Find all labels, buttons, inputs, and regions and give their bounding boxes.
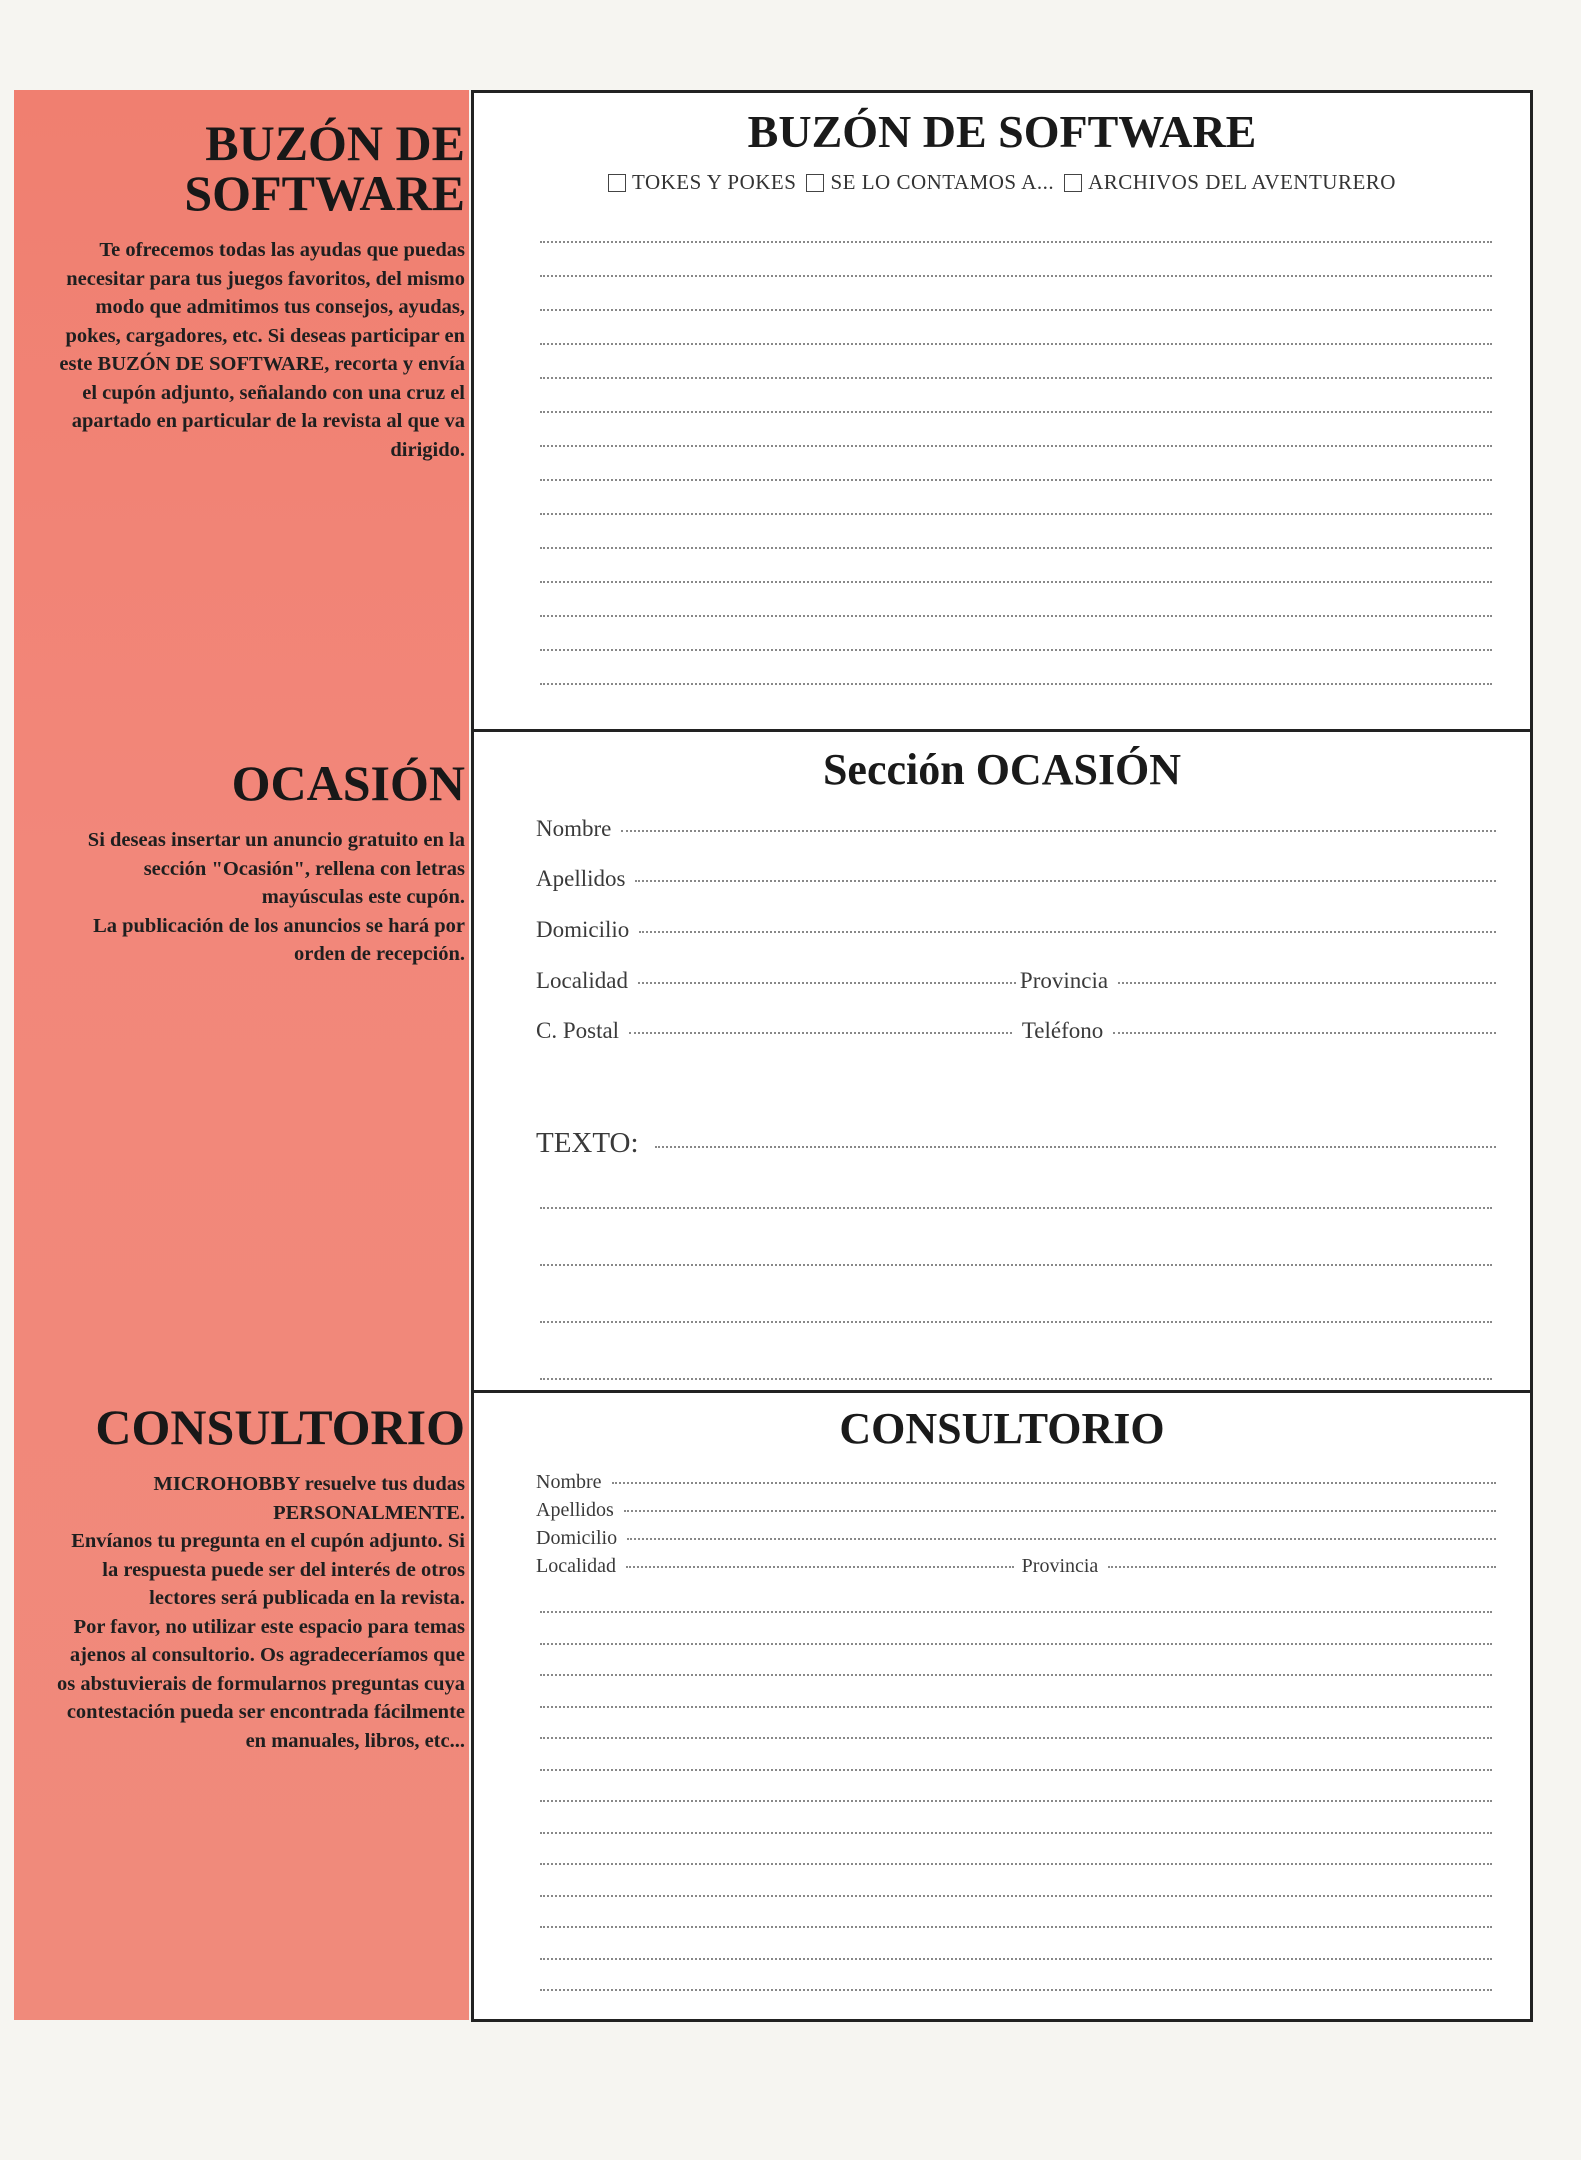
localidad-line[interactable]: [626, 1566, 1014, 1568]
provincia-line[interactable]: [1108, 1566, 1496, 1568]
writing-line[interactable]: [540, 1769, 1492, 1771]
field-label: Provincia: [1019, 968, 1109, 993]
writing-line[interactable]: [540, 1958, 1492, 1960]
field-label: Teléfono: [1021, 1018, 1104, 1043]
option-label: SE LO CONTAMOS A...: [830, 170, 1055, 194]
field-label: Nombre: [536, 816, 612, 841]
ocasion-side-text: [65, 826, 465, 969]
writing-line[interactable]: [540, 241, 1492, 243]
consultorio-domicilio-field[interactable]: [536, 1527, 1496, 1550]
ocasion-form-title: Sección OCASIÓN: [822, 745, 1182, 794]
ocasion-side-title: OCASIÓN: [231, 755, 465, 811]
writing-line[interactable]: [540, 615, 1492, 617]
field-label: Apellidos: [536, 866, 626, 891]
writing-line[interactable]: [540, 1264, 1492, 1266]
writing-line[interactable]: [540, 1378, 1492, 1380]
field-label: Domicilio: [536, 917, 630, 942]
ocasion-apellidos-field[interactable]: [536, 866, 1496, 892]
writing-line[interactable]: [540, 1895, 1492, 1897]
writing-line[interactable]: [540, 1321, 1492, 1323]
field-label: Apellidos: [536, 1499, 614, 1521]
buzon-side-title: [55, 115, 465, 221]
option-label: ARCHIVOS DEL AVENTURERO: [1088, 170, 1396, 194]
consultorio-localidad-row: [536, 1555, 1496, 1578]
field-line[interactable]: [621, 830, 1496, 832]
telefono-line[interactable]: [1113, 1032, 1496, 1034]
writing-line[interactable]: [540, 1207, 1492, 1209]
writing-line[interactable]: [540, 479, 1492, 481]
writing-line[interactable]: [540, 1863, 1492, 1865]
buzon-form-title: BUZÓN DE SOFTWARE: [747, 106, 1257, 157]
ocasion-side: [65, 755, 465, 969]
ocasion-nombre-field[interactable]: [536, 816, 1496, 842]
field-label: C. Postal: [536, 1018, 620, 1043]
consultorio-side-paragraph-3: Por favor, no utilizar este espacio para temas ajenos al consultorio. Os agradeceríamos que os abstuvierais de formularnos preguntas cuya contestación pueda ser encontrada fácilmente en manuales, libros, etc...: [57, 1615, 465, 1752]
consultorio-form: [471, 1390, 1533, 2022]
consultorio-nombre-field[interactable]: [536, 1471, 1496, 1494]
ocasion-texto-field[interactable]: [536, 1127, 1496, 1160]
consultorio-form-title: CONSULTORIO: [839, 1404, 1165, 1453]
buzon-side-text: [55, 236, 465, 464]
buzon-form: [471, 90, 1533, 732]
option-se-lo-contamos[interactable]: [806, 170, 1054, 195]
sidebar: [14, 90, 469, 2020]
writing-line[interactable]: [540, 1611, 1492, 1613]
writing-line[interactable]: [540, 411, 1492, 413]
provincia-line[interactable]: [1118, 982, 1496, 984]
checkbox-icon[interactable]: [806, 174, 824, 192]
writing-line[interactable]: [540, 309, 1492, 311]
checkbox-icon[interactable]: [1064, 174, 1082, 192]
localidad-line[interactable]: [638, 982, 1016, 984]
field-line[interactable]: [624, 1510, 1496, 1512]
consultorio-side: [55, 1399, 465, 1755]
field-label: TEXTO:: [536, 1127, 639, 1159]
buzon-side-title-line2: SOFTWARE: [184, 165, 465, 221]
ocasion-form: [471, 729, 1533, 1393]
field-line[interactable]: [655, 1146, 1496, 1148]
field-label: Localidad: [536, 968, 628, 993]
writing-line[interactable]: [540, 1674, 1492, 1676]
field-line[interactable]: [627, 1538, 1496, 1540]
cpostal-line[interactable]: [629, 1032, 1012, 1034]
writing-line[interactable]: [540, 1643, 1492, 1645]
buzon-options: [474, 170, 1530, 195]
writing-line[interactable]: [540, 683, 1492, 685]
consultorio-side-title: CONSULTORIO: [95, 1399, 465, 1455]
writing-line[interactable]: [540, 513, 1492, 515]
field-line[interactable]: [639, 931, 1496, 933]
consultorio-side-paragraph-1: MICROHOBBY resuelve tus dudas PERSONALMENTE.: [153, 1473, 465, 1524]
ocasion-side-paragraph-1: Si deseas insertar un anuncio gratuito en la sección "Ocasión", rellena con letras mayúsculas este cupón.: [87, 829, 465, 908]
writing-line[interactable]: [540, 1832, 1492, 1834]
option-label: TOKES Y POKES: [632, 170, 797, 194]
option-archivos-aventurero[interactable]: [1064, 170, 1396, 195]
buzon-side-title-line1: BUZÓN DE: [205, 115, 465, 171]
checkbox-icon[interactable]: [608, 174, 626, 192]
writing-line[interactable]: [540, 547, 1492, 549]
field-label: Domicilio: [536, 1527, 618, 1549]
consultorio-side-paragraph-2: Envíanos tu pregunta en el cupón adjunto. Si la respuesta puede ser del interés de otros lectores será publicada en la revista.: [71, 1530, 465, 1609]
field-label: Localidad: [536, 1555, 616, 1577]
field-label: Provincia: [1021, 1555, 1099, 1577]
ocasion-localidad-row: [536, 968, 1496, 994]
option-tokes-y-pokes[interactable]: [608, 170, 796, 195]
buzon-side-paragraph: Te ofrecemos todas las ayudas que puedas necesitar para tus juegos favoritos, del mismo modo que admitimos tus consejos, ayudas, pokes, cargadores, etc. Si deseas participar en este BUZÓN DE SOFTWARE, recorta y envía el cupón adjunto, señalando con una cruz el apartado en particular de la revista al que va dirigido.: [59, 239, 465, 461]
consultorio-apellidos-field[interactable]: [536, 1499, 1496, 1522]
ocasion-domicilio-field[interactable]: [536, 917, 1496, 943]
writing-line[interactable]: [540, 1737, 1492, 1739]
consultorio-side-text: [55, 1470, 465, 1755]
writing-line[interactable]: [540, 1800, 1492, 1802]
writing-line[interactable]: [540, 1706, 1492, 1708]
field-line[interactable]: [635, 880, 1496, 882]
writing-line[interactable]: [540, 377, 1492, 379]
ocasion-side-paragraph-2: La publicación de los anuncios se hará por orden de recepción.: [93, 914, 465, 965]
buzon-side: [55, 115, 465, 464]
writing-line[interactable]: [540, 1989, 1492, 1991]
writing-line[interactable]: [540, 343, 1492, 345]
ocasion-cpostal-row: [536, 1018, 1496, 1044]
writing-line[interactable]: [540, 275, 1492, 277]
writing-line[interactable]: [540, 581, 1492, 583]
field-line[interactable]: [612, 1482, 1496, 1484]
writing-line[interactable]: [540, 445, 1492, 447]
writing-line[interactable]: [540, 649, 1492, 651]
field-label: Nombre: [536, 1471, 602, 1493]
writing-line[interactable]: [540, 1926, 1492, 1928]
